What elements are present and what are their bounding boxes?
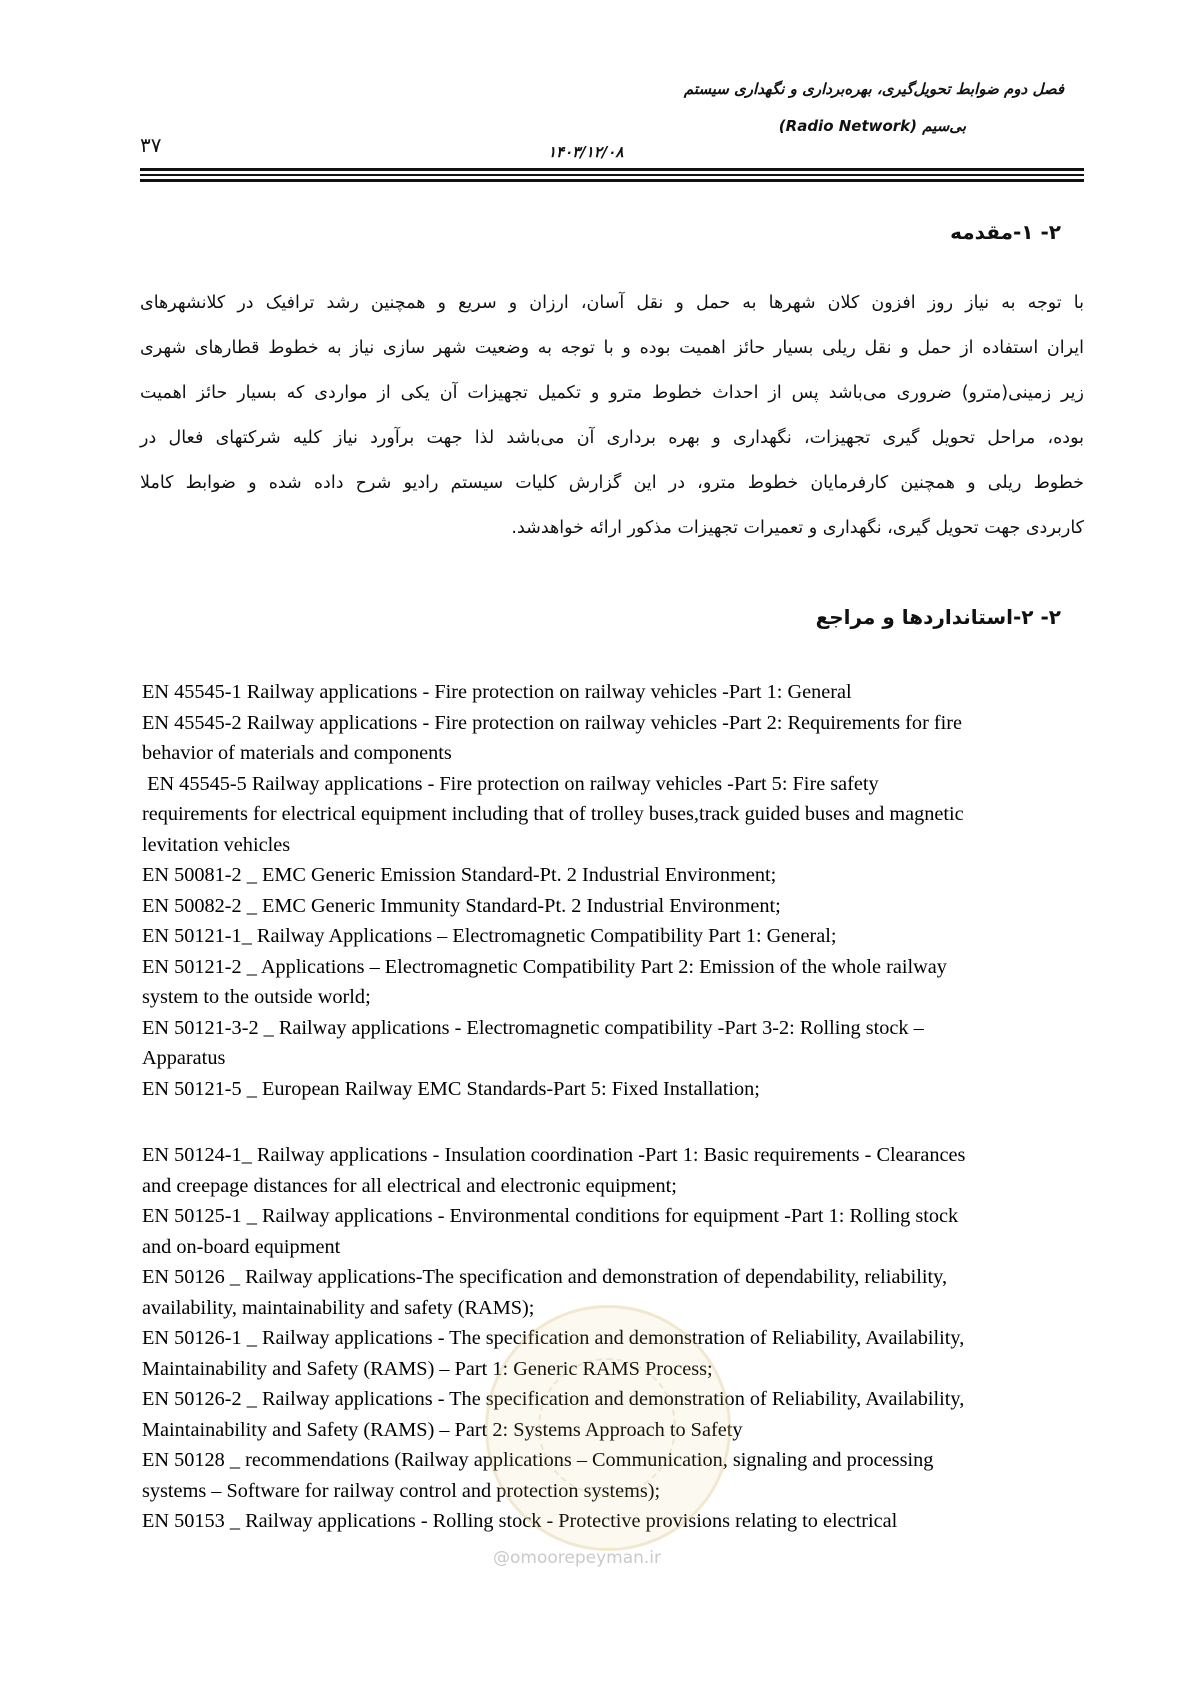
reference-line: availability, maintainability and safety (RAMS); <box>142 1296 535 1319</box>
reference-line: EN 45545-2 Railway applications - Fire protection on railway vehicles -Part 2: Requirements for fire <box>142 711 963 734</box>
reference-line: EN 45545-1 Railway applications - Fire protection on railway vehicles -Part 1: General <box>142 681 852 703</box>
standards-list <box>142 677 1082 1104</box>
reference-line: Apparatus <box>142 1047 226 1069</box>
header-date: ۱۴۰۳/۱۲/۰۸ <box>548 143 624 161</box>
reference-line: systems – Software for railway control and protection systems); <box>142 1479 661 1502</box>
intro-line: با توجه به نیاز روز افزون کلان شهرها به حمل و نقل آسان، ارزان و سریع و همچنین رشد ترافیک در کلانشهرهای <box>140 293 1084 313</box>
reference-line: EN 50125-1 _ Railway applications - Environmental conditions for equipment -Part 1: Rolling stock <box>142 1205 959 1227</box>
watermark-seal-inner <box>538 1358 676 1496</box>
watermark-seal <box>485 1305 731 1551</box>
running-header-title: فصل دوم ضوابط تحویل‌گیری، بهره‌برداری و نگهداری سیستم <box>683 80 1064 98</box>
section-heading-standards: ۲- ۲-استانداردها و مراجع <box>815 605 1061 629</box>
section-heading-intro: ۲- ۱-مقدمه <box>950 220 1061 244</box>
intro-line: ایران استفاده از حمل و نقل ریلی بسیار حائز اهمیت بوده و با توجه به وضعیت شهر سازی نیاز به خطوط قطارهای شهری <box>140 338 1084 358</box>
reference-line: levitation vehicles <box>142 833 291 856</box>
reference-line: requirements for electrical equipment including that of trolley buses,track guided buses and magnetic <box>142 803 964 825</box>
reference-line: EN 50121-1_ Railway Applications – Electromagnetic Compatibility Part 1: General; <box>142 925 837 947</box>
reference-line: EN 50081-2 _ EMC Generic Emission Standard-Pt. 2 Industrial Environment; <box>142 864 777 886</box>
reference-line: EN 50126-2 _ Railway applications - The specification and demonstration of Reliability, Availability, <box>142 1388 965 1410</box>
watermark-text: @omoorepeyman.ir <box>493 1548 662 1568</box>
reference-line: Maintainability and Safety (RAMS) – Part 2: Systems Approach to Safety <box>142 1418 743 1441</box>
reference-line: EN 50126 _ Railway applications-The specification and demonstration of dependability, reliability, <box>142 1266 948 1288</box>
header-rule <box>140 179 1084 182</box>
reference-line: EN 50121-3-2 _ Railway applications - Electromagnetic compatibility -Part 3-2: Rolling stock – <box>142 1016 924 1039</box>
reference-line: EN 50124-1_ Railway applications - Insulation coordination -Part 1: Basic requirements - Clearances <box>142 1144 966 1166</box>
reference-line: EN 50082-2 _ EMC Generic Immunity Standard-Pt. 2 Industrial Environment; <box>142 894 781 917</box>
intro-line: زیر زمینی(مترو) ضروری می‌باشد پس از احداث خطوط مترو و تکمیل تجهیزات آن یکی از مواردی که بسیار حائز اهمیت <box>140 383 1084 403</box>
reference-line: EN 50126-1 _ Railway applications - The specification and demonstration of Reliability, Availability, <box>142 1327 965 1349</box>
reference-line: EN 45545-5 Railway applications - Fire protection on railway vehicles -Part 5: Fire safety <box>142 772 879 795</box>
reference-line: behavior of materials and components <box>142 742 452 764</box>
running-header-subtitle: بی‌سیم (Radio Network) <box>778 117 966 135</box>
reference-line: and creepage distances for all electrical and electronic equipment; <box>142 1174 677 1197</box>
reference-line: EN 50128 _ recommendations (Railway applications – Communication, signaling and processing <box>142 1449 934 1471</box>
header-rule <box>140 174 1084 176</box>
reference-line: EN 50121-2 _ Applications – Electromagnetic Compatibility Part 2: Emission of the whole railway <box>142 955 947 978</box>
reference-line: system to the outside world; <box>142 986 371 1008</box>
reference-line: EN 50153 _ Railway applications - Rolling stock - Protective provisions relating to electrical <box>142 1510 898 1532</box>
intro-line: خطوط ریلی و همچنین کارفرمایان خطوط مترو، در این گزارش کلیات سیستم رادیو شرح داده شده و ضوابط کاملا <box>140 473 1084 493</box>
intro-line: کاربردی جهت تحویل گیری، نگهداری و تعمیرات تجهیزات مذکور ارائه خواهدشد. <box>511 518 1084 538</box>
reference-line: Maintainability and Safety (RAMS) – Part 1: Generic RAMS Process; <box>142 1357 713 1380</box>
intro-paragraph <box>140 281 1084 551</box>
page-number: ۳۷ <box>140 133 162 157</box>
header-rule <box>140 168 1084 171</box>
reference-line: EN 50121-5 _ European Railway EMC Standards-Part 5: Fixed Installation; <box>142 1077 760 1100</box>
intro-line: بوده، مراحل تحویل گیری تجهیزات، نگهداری و بهره برداری آن می‌باشد لذا جهت برآورد نیاز کلیه شرکتهای فعال در <box>140 428 1084 448</box>
reference-line: and on-board equipment <box>142 1235 341 1258</box>
